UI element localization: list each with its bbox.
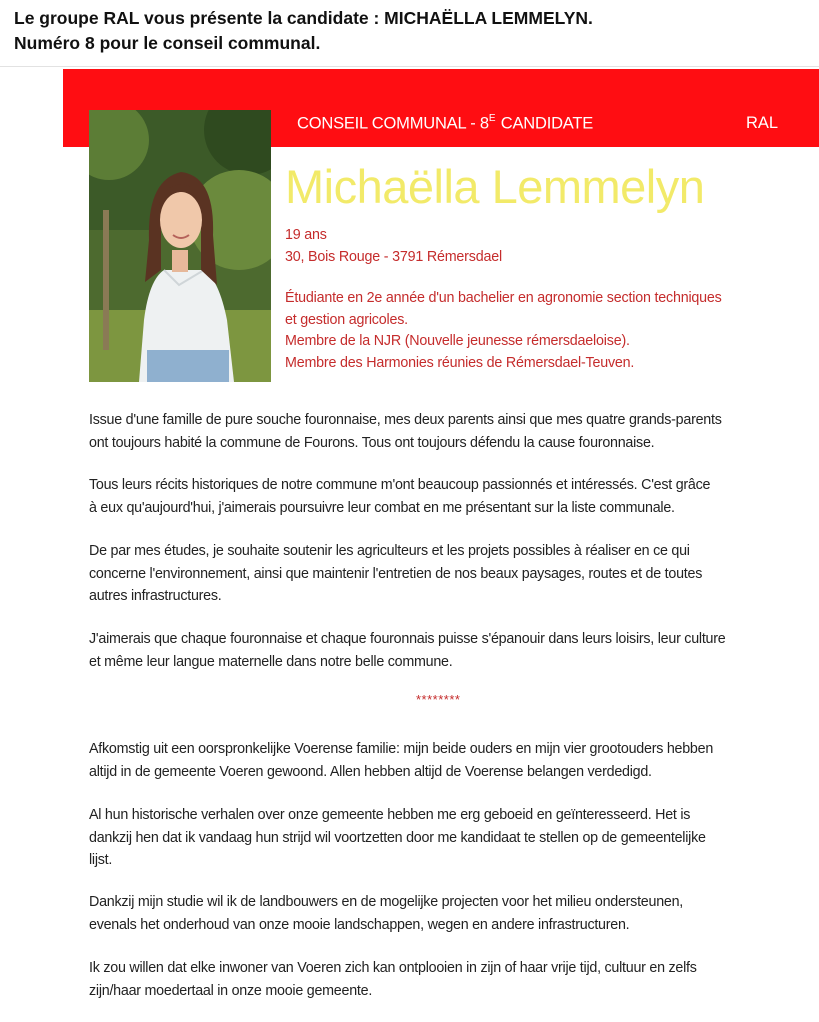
- header-title: [297, 114, 593, 134]
- paragraph-line: Tous leurs récits historiques de notre commune m'ont beaucoup passionnés et intéressés. C'est grâce: [89, 477, 711, 493]
- paragraph-line: Ik zou willen dat elke inwoner van Voeren zich kan ontplooien in zijn of haar vrije tijd, cultuur en zelfs: [89, 960, 697, 976]
- caption-line-2: Numéro 8 pour le conseil communal.: [14, 33, 321, 53]
- divider: [0, 66, 819, 67]
- candidate-age: 19 ans: [285, 227, 327, 243]
- candidate-name: Michaëlla Lemmelyn: [285, 160, 705, 213]
- paragraph-line: et même leur langue maternelle dans notre belle commune.: [89, 653, 453, 670]
- bio-line: Membre de la NJR (Nouvelle jeunesse rémersdaeloise).: [285, 333, 630, 349]
- bio-line: Membre des Harmonies réunies de Rémersdael-Teuven.: [285, 354, 635, 371]
- paragraph-line: autres infrastructures.: [89, 588, 222, 604]
- dutch-paragraph-2: [89, 804, 805, 872]
- candidate-photo: [89, 110, 271, 382]
- paragraph-line: De par mes études, je souhaite soutenir les agriculteurs et les projets possibles à réaliser en ce qui: [89, 543, 690, 559]
- header-prefix: CONSEIL COMMUNAL - 8: [297, 114, 489, 133]
- candidate-bio: [285, 288, 722, 374]
- paragraph-line: J'aimerais que chaque fouronnaise et chaque fouronnais puisse s'épanouir dans leurs loisirs, leur culture: [89, 631, 726, 647]
- french-paragraph-1: [89, 409, 805, 454]
- dutch-paragraph-4: [89, 957, 805, 1002]
- paragraph-line: lijst.: [89, 852, 113, 868]
- french-paragraph-4: [89, 628, 805, 673]
- paragraph-line: ont toujours habité la commune de Fourons. Tous ont toujours défendu la cause fouronnaise.: [89, 434, 655, 451]
- paragraph-line: zijn/haar moedertaal in onze mooie gemeente.: [89, 982, 373, 999]
- paragraph-line: Afkomstig uit een oorspronkelijke Voerense familie: mijn beide ouders en mijn vier grootouders hebben: [89, 741, 714, 757]
- dutch-paragraph-1: [89, 738, 805, 783]
- paragraph-line: dankzij hen dat ik vandaag hun strijd wil voortzetten door me kandidaat te stellen op de gemeentelijke: [89, 829, 706, 846]
- paragraph-line: concerne l'environnement, ainsi que maintenir l'entretien de nos beaux paysages, routes et de toutes: [89, 565, 703, 582]
- paragraph-line: Dankzij mijn studie wil ik de landbouwers en de mogelijke projecten voor het milieu ondersteunen,: [89, 894, 684, 910]
- paragraph-line: Issue d'une famille de pure souche fouronnaise, mes deux parents ainsi que mes quatre grands-parents: [89, 412, 722, 428]
- header-suffix: CANDIDATE: [496, 114, 594, 133]
- post-caption: [14, 6, 804, 56]
- bio-line: Étudiante en 2e année d'un bachelier en agronomie section techniques: [285, 290, 722, 306]
- dutch-paragraph-3: [89, 891, 805, 936]
- french-paragraph-3: [89, 540, 805, 608]
- bio-line: et gestion agricoles.: [285, 311, 408, 328]
- paragraph-line: à eux qu'aujourd'hui, j'aimerais poursuivre leur combat en me présentant sur la liste communale.: [89, 499, 675, 516]
- header-superscript: E: [488, 113, 496, 124]
- language-separator: ********: [416, 692, 461, 707]
- party-label: RAL: [746, 114, 779, 132]
- paragraph-line: altijd in de gemeente Voeren gewoond. Allen hebben altijd de Voerense belangen verdedigd.: [89, 763, 652, 780]
- candidate-address: 30, Bois Rouge - 3791 Rémersdael: [285, 249, 502, 265]
- candidate-flyer-image[interactable]: [63, 69, 819, 1022]
- caption-line-1: Le groupe RAL vous présente la candidate : MICHAËLLA LEMMELYN.: [14, 8, 593, 28]
- paragraph-line: evenals het onderhoud van onze mooie landschappen, wegen en andere infrastructuren.: [89, 916, 630, 933]
- paragraph-line: Al hun historische verhalen over onze gemeente hebben me erg geboeid en geïnteresseerd. Het is: [89, 807, 691, 823]
- french-paragraph-2: [89, 474, 805, 519]
